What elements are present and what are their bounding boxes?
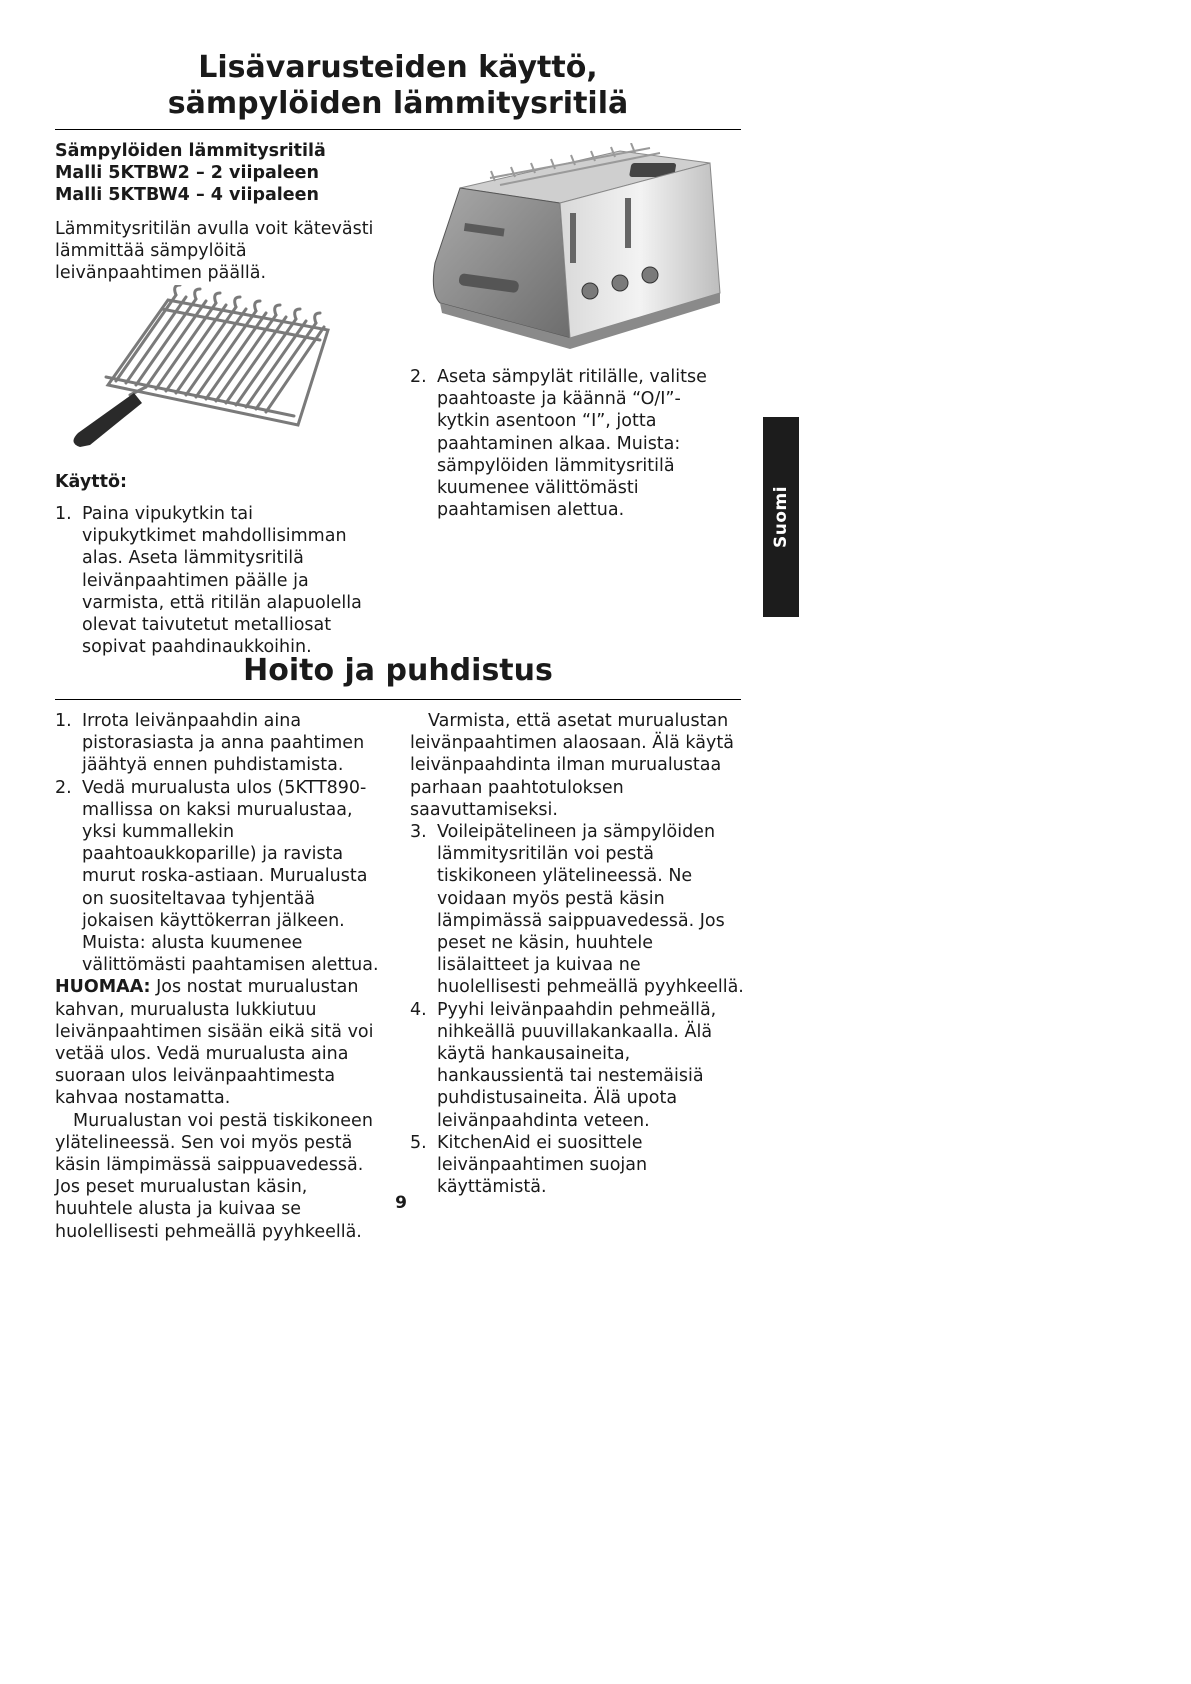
care-steps-left [55, 710, 385, 976]
section-heading: Hoito ja puhdistus [243, 653, 553, 688]
step-text: Paina vipukytkin tai vipukytkimet mahdollisimman alas. Aseta lämmitysritilä leivänpaahtimen päälle ja varmista, että ritilän alapuolella olevat taivutetut metalliosat sopivat paahdinaukkoihin. [82, 504, 362, 658]
list-item [55, 503, 370, 658]
list-item [410, 366, 730, 521]
step-text: Voileipätelineen ja sämpylöiden lämmitysritilän voi pestä tiskikoneen ylätelineessä. Ne voidaan myös pestä käsin lämpimässä saippuavedessä. Jos peset ne käsin, huuhtele lisälaitteet ja kuivaa ne huolellisesti pehmeällä pyyhkeellä. [437, 822, 744, 998]
usage-steps-left [55, 503, 370, 658]
list-item [410, 999, 745, 1132]
step-number: 1. [55, 504, 72, 524]
step-text: Vedä murualusta ulos (5KTT890-mallissa on kaksi murualustaa, yksi kummallekin paahtoaukkoparille) ja ravista murut roska-astiaan. Murualusta on suositeltavaa tyhjentää jokaisen käyttökerran jälkeen. Muista: alusta kuumenee välittömästi paahtamisen alettua. [82, 777, 379, 976]
note-text: Jos nostat murualustan kahvan, murualusta lukkiutuu leivänpaahtimen sisään eikä sitä voi vetää ulos. Vedä murualusta aina suoraan ulos leivänpaahtimesta kahvaa nostamatta. [55, 977, 374, 1109]
crumb-tray-paragraph: Murualustan voi pestä tiskikoneen ylätelineessä. Sen voi myös pestä käsin lämpimässä saippuavedessä. Jos peset murualustan käsin, huuhtele alusta ja kuivaa se huolellisesti pehmeällä pyyhkeellä. [55, 1110, 373, 1242]
list-item [410, 821, 745, 999]
note-label: HUOMAA: [55, 977, 151, 998]
language-tab-label: Suomi [771, 485, 791, 549]
list-item [55, 710, 385, 777]
model-line: Malli 5KTBW2 – 2 viipaleen [55, 163, 319, 184]
care-left-column [55, 710, 385, 1243]
step-number: 3. [410, 822, 427, 843]
subheading-line: Sämpylöiden lämmitysritilä [55, 141, 326, 161]
step-number: 2. [55, 777, 72, 798]
section-rule [55, 699, 741, 700]
step-number: 4. [410, 999, 427, 1020]
care-right-column [410, 710, 745, 1198]
language-tab [763, 417, 799, 617]
list-item [410, 1132, 745, 1199]
page-number: 9 [395, 1193, 407, 1213]
title-rule [55, 129, 741, 130]
usage-steps-right [410, 366, 730, 521]
warming-rack-illustration [68, 285, 338, 460]
intro-text: Lämmitysritilän avulla voit kätevästi lämmittää sämpylöitä leivänpaahtimen päällä. [55, 219, 374, 284]
step-number: 2. [410, 367, 427, 387]
title-line-2: sämpylöiden lämmitysritilä [167, 86, 629, 121]
title-line-1: Lisävarusteiden käyttö, [198, 50, 598, 85]
toaster-illustration [420, 143, 730, 363]
step-number: 5. [410, 1132, 427, 1153]
step-text: Aseta sämpylät ritilälle, valitse paahtoaste ja käännä “O/I”-kytkin asentoon “I”, jotta paahtaminen alkaa. Muista: sämpylöiden lämmitysritilä kuumenee välittömästi paahtamisen alettua. [437, 367, 707, 521]
note-paragraph [55, 976, 385, 1109]
step-number: 1. [55, 711, 72, 731]
page-title [55, 50, 741, 122]
step-text: Pyyhi leivänpaahdin pehmeällä, nihkeällä puuvillakankaalla. Älä käytä hankausaineita, hankaussientä tai nestemäisiä puhdistusaineita. Älä upota leivänpaahdinta veteen. [437, 999, 717, 1131]
step-text: Irrota leivänpaahdin aina pistorasiasta ja anna paahtimen jäähtyä ennen puhdistamista. [82, 711, 365, 776]
usage-heading: Käyttö: [55, 472, 127, 492]
crumb-tray-placement-paragraph: Varmista, että asetat murualustan leivänpaahtimen alaosaan. Älä käytä leivänpaahdinta ilman murualustaa parhaan paahtotuloksen saavuttamiseksi. [410, 711, 734, 820]
product-subheading [55, 140, 385, 207]
list-item [55, 777, 385, 977]
care-steps-right [410, 821, 745, 1198]
step-text: KitchenAid ei suosittele leivänpaahtimen suojan käyttämistä. [437, 1132, 648, 1198]
model-line: Malli 5KTBW4 – 4 viipaleen [55, 185, 319, 206]
